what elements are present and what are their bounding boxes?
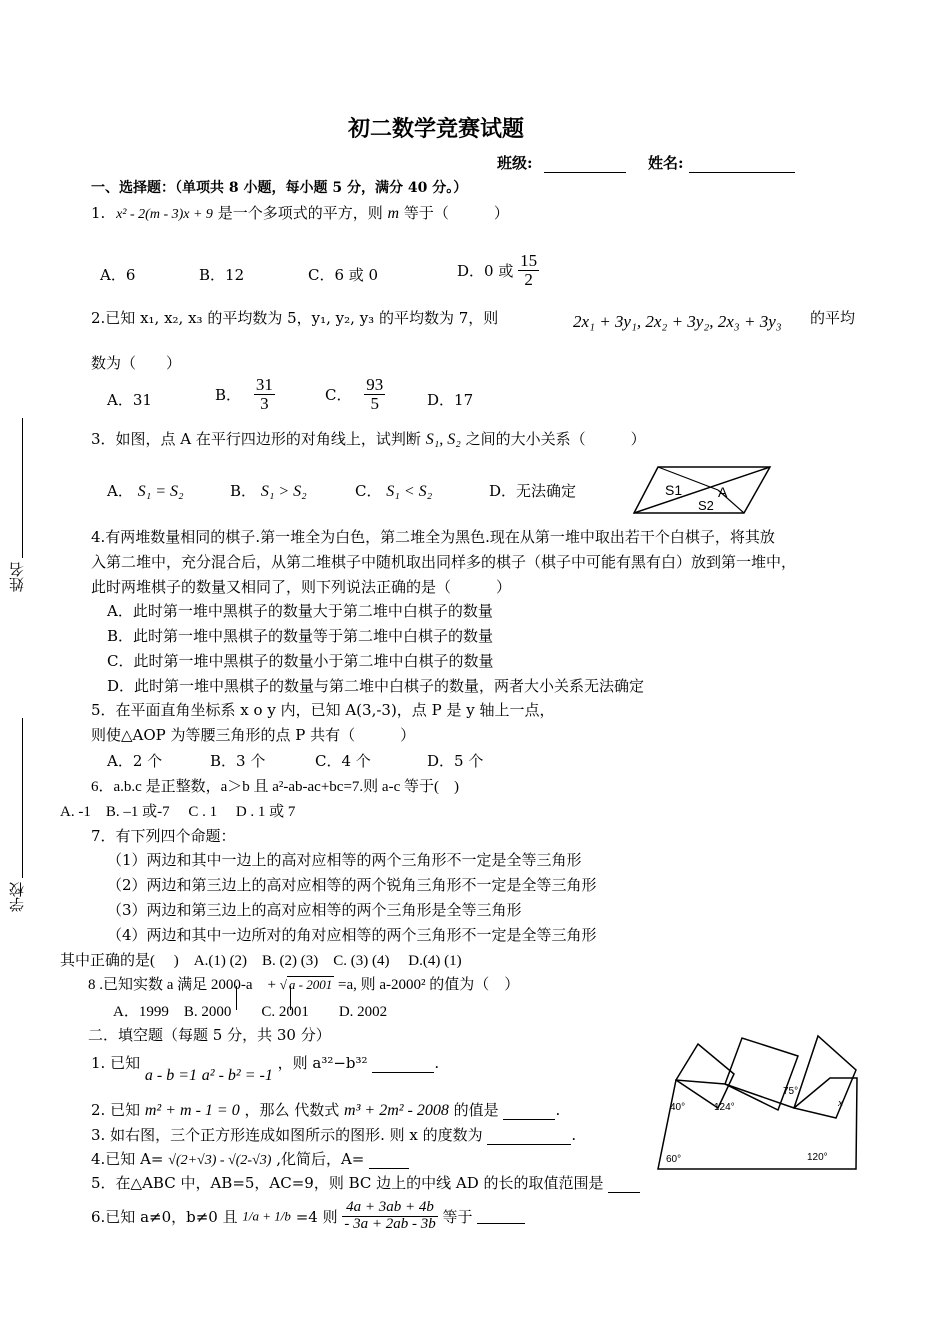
angle-60: 60° (666, 1154, 682, 1165)
section2-heading: 二．填空题（每题 5 分，共 30 分） (88, 1026, 331, 1044)
angle-x: x (838, 1097, 843, 1109)
q4-option-d[interactable]: D．此时第一堆中黑棋子的数量与第二堆中白棋子的数量，两者大小关系无法确定 (107, 677, 645, 695)
q4-line-1: 4.有两堆数量相同的棋子.第一堆全为白色，第二堆全为黑色.现在从第一堆中取出若干个白棋子，将其放 (91, 528, 775, 546)
q2-option-b[interactable]: B． $\frac{31}{3}$ (215, 375, 273, 413)
q7-item-1: （1）两边和其中一边上的高对应相等的两个三角形不一定是全等三角形 (107, 851, 582, 869)
f2-answer-blank[interactable] (503, 1104, 555, 1120)
angle-40: 40° (670, 1102, 686, 1113)
q3-stem: 3．如图，点 A 在平行四边形的对角线上，试判断 S₁, S₂ 之间的大小关系（ ） (91, 430, 646, 448)
q1-frac: $\frac{15}{2}$ (520, 251, 538, 289)
q2-option-d[interactable]: D．17 (427, 391, 474, 409)
q1-option-b[interactable]: B．12 (199, 266, 245, 284)
side-line-2 (22, 718, 23, 878)
page-title: 初二数学竞赛试题 (348, 116, 525, 142)
class-field[interactable] (497, 152, 626, 173)
f5-answer-blank[interactable] (608, 1177, 640, 1193)
q3-option-b[interactable]: B． S₁ > S₂ (230, 482, 307, 500)
angle-75: 75° (783, 1086, 799, 1097)
class-label: 班级: (497, 154, 533, 172)
q8-sqrt: √ a - 2001 (279, 977, 333, 992)
f1-answer-blank[interactable] (372, 1057, 434, 1073)
q1-expr: x² - 2(m - 3)x + 9 (116, 207, 213, 222)
q1-option-c[interactable]: C．6 或 0 (308, 266, 379, 284)
f1-expr-1: a - b =1 (144, 1067, 197, 1084)
q7-answer-options[interactable]: 其中正确的是( ) A.(1) (2) B. (2) (3) C. (3) (4) D.(4) (1) (60, 953, 462, 969)
label-s2: S2 (698, 498, 714, 513)
f1-expr-2: a² - b² = -1 (201, 1067, 273, 1084)
label-s1: S1 (665, 482, 683, 498)
q5-line-1: 5．在平面直角坐标系 x o y 内，已知 A(3,-3)，点 P 是 y 轴上一点， (91, 701, 555, 719)
f5-line: 5．在△ABC 中，AB=5，AC=9，则 BC 边上的中线 AD 的长的取值范围是 (91, 1172, 640, 1193)
square-right (794, 1036, 856, 1118)
q3-option-a-expr: S₁ = S₂ (137, 483, 184, 500)
q2-frac-c: $\frac{93}{5}$ (366, 375, 384, 413)
q7-item-4: （4）两边和其中一边所对的角对应相等的两个三角形不一定是全等三角形 (107, 926, 597, 944)
square-left (676, 1044, 734, 1108)
f6-frac: $\frac{4a + 3ab + 4b}{- 3a + 2ab - 3b}$ (344, 1199, 436, 1232)
q7-item-2: （2）两边和第三边上的高对应相等的两个锐角三角形不一定是全等三角形 (107, 876, 597, 894)
q2-stem-line2: 数为（ ） (91, 354, 182, 372)
q3-vars: S₁, S₂ (425, 431, 461, 448)
q6-options[interactable]: A. -1 B. –1 或-7 C . 1 D . 1 或 7 (60, 804, 296, 820)
q3-parallelogram-figure (632, 464, 772, 516)
q5-option-d[interactable]: D．5 个 (427, 752, 484, 770)
q3-option-d[interactable]: D．无法确定 (489, 482, 577, 500)
f1-line: 1. 已知 a - b =1 a² - b² = -1 ，则 a³²−b³² . (91, 1054, 440, 1084)
f3-answer-blank[interactable] (487, 1129, 571, 1145)
f2-line: 2. 已知 m² + m - 1 = 0 ，那么 代数式 m³ + 2m² - 2008 的值是 . (91, 1101, 561, 1119)
q2-stem-end: 的平均 (810, 309, 856, 327)
three-squares-figure (650, 1032, 865, 1177)
side-school-label: 学校 (8, 882, 26, 912)
f2-expr-2: m³ + 2m² - 2008 (344, 1102, 449, 1119)
q4-option-a[interactable]: A．此时第一堆中黑棋子的数量大于第二堆中白棋子的数量 (107, 602, 493, 620)
q5-option-b[interactable]: B．3 个 (210, 752, 266, 770)
q3-option-a[interactable]: A． S₁ = S₂ (107, 482, 184, 500)
angle-124: 124° (714, 1102, 735, 1113)
q2-expr: 2x₁ + 3y₁, 2x₂ + 3y₂, 2x₃ + 3y₃ (573, 312, 782, 331)
class-blank[interactable] (544, 157, 626, 173)
q1-stem: 1. x² - 2(m - 3)x + 9 是一个多项式的平方，则 m 等于（ ） (91, 204, 509, 222)
label-a: A (718, 484, 728, 500)
name-label: 姓名: (648, 154, 684, 172)
q8-options[interactable]: A．1999 B. 2000 C. 2001 D. 2002 (113, 1004, 388, 1020)
f3-line: 3. 如右图，三个正方形连成如图所示的图形. 则 x 的度数为 . (91, 1126, 577, 1144)
q4-option-b[interactable]: B．此时第一堆中黑棋子的数量等于第二堆中白棋子的数量 (107, 627, 494, 645)
q5-option-a[interactable]: A．2 个 (107, 752, 163, 770)
square-middle (725, 1038, 798, 1110)
q3-option-b-expr: S₁ > S₂ (260, 483, 307, 500)
q4-option-c[interactable]: C．此时第一堆中黑棋子的数量小于第二堆中白棋子的数量 (107, 652, 494, 670)
f4-line: 4.已知 A= √(2+√3) - √(2-√3) ,化简后，A= (91, 1148, 409, 1169)
f6-expr: 1/a + 1/b (242, 1208, 291, 1224)
side-line-1 (22, 418, 23, 558)
section1-heading: 一、选择题：（单项共 8 小题，每小题 5 分，满分 40 分。） (91, 180, 468, 196)
q8-stem: 8 .已知实数 a 满足 2000-a + √ a - 2001 =a, 则 a-2000² 的值为（ ） (88, 977, 520, 993)
f4-expr: √(2+√3) - √(2-√3) (168, 1153, 272, 1168)
q2-frac-b: $\frac{31}{3}$ (255, 375, 273, 413)
f6-line: 6.已知 a≠0，b≠0 且 1/a + 1/b =4 则 $\frac{4a + 3ab + 4b}{- 3a + 2ab - 3b}$ 等于 (91, 1200, 525, 1233)
name-blank[interactable] (689, 157, 795, 173)
q1-option-a[interactable]: A．6 (100, 266, 136, 284)
f4-answer-blank[interactable] (369, 1153, 409, 1169)
f2-expr-1: m² + m - 1 = 0 (144, 1102, 240, 1119)
f6-answer-blank[interactable] (477, 1208, 525, 1224)
q1-option-d[interactable]: D．0 或 $\frac{15}{2}$ (457, 251, 538, 289)
q3-option-c[interactable]: C． S₁ < S₂ (355, 482, 433, 500)
name-field[interactable] (648, 152, 795, 173)
q7-intro: 7．有下列四个命题： (91, 827, 236, 845)
q7-item-3: （3）两边和第三边上的高对应相等的两个三角形是全等三角形 (107, 901, 522, 919)
side-name-label: 姓名 (8, 562, 26, 592)
q5-option-c[interactable]: C．4 个 (315, 752, 371, 770)
q5-line-2: 则使△AOP 为等腰三角形的点 P 共有（ ） (91, 726, 416, 744)
q4-line-2: 入第二堆中，充分混合后，从第二堆棋子中随机取出同样多的棋子（棋子中可能有黑有白）放到第一堆中， (91, 553, 797, 571)
q1-var: m (387, 205, 400, 222)
q6-stem: 6．a.b.c 是正整数，a＞b 且 a²-ab-ac+bc=7.则 a-c 等于( ) (91, 779, 459, 795)
q3-option-c-expr: S₁ < S₂ (386, 483, 433, 500)
q2-option-c[interactable]: C． $\frac{93}{5}$ (325, 375, 384, 413)
angle-120: 120° (807, 1152, 828, 1163)
q2-stem: 2.已知 x₁, x₂, x₃ 的平均数为 5，y₁, y₂, y₃ 的平均数为 7，则 (91, 309, 499, 327)
q2-option-a[interactable]: A．31 (107, 391, 152, 409)
q4-line-3: 此时两堆棋子的数量又相同了，则下列说法正确的是（ ） (91, 578, 512, 596)
